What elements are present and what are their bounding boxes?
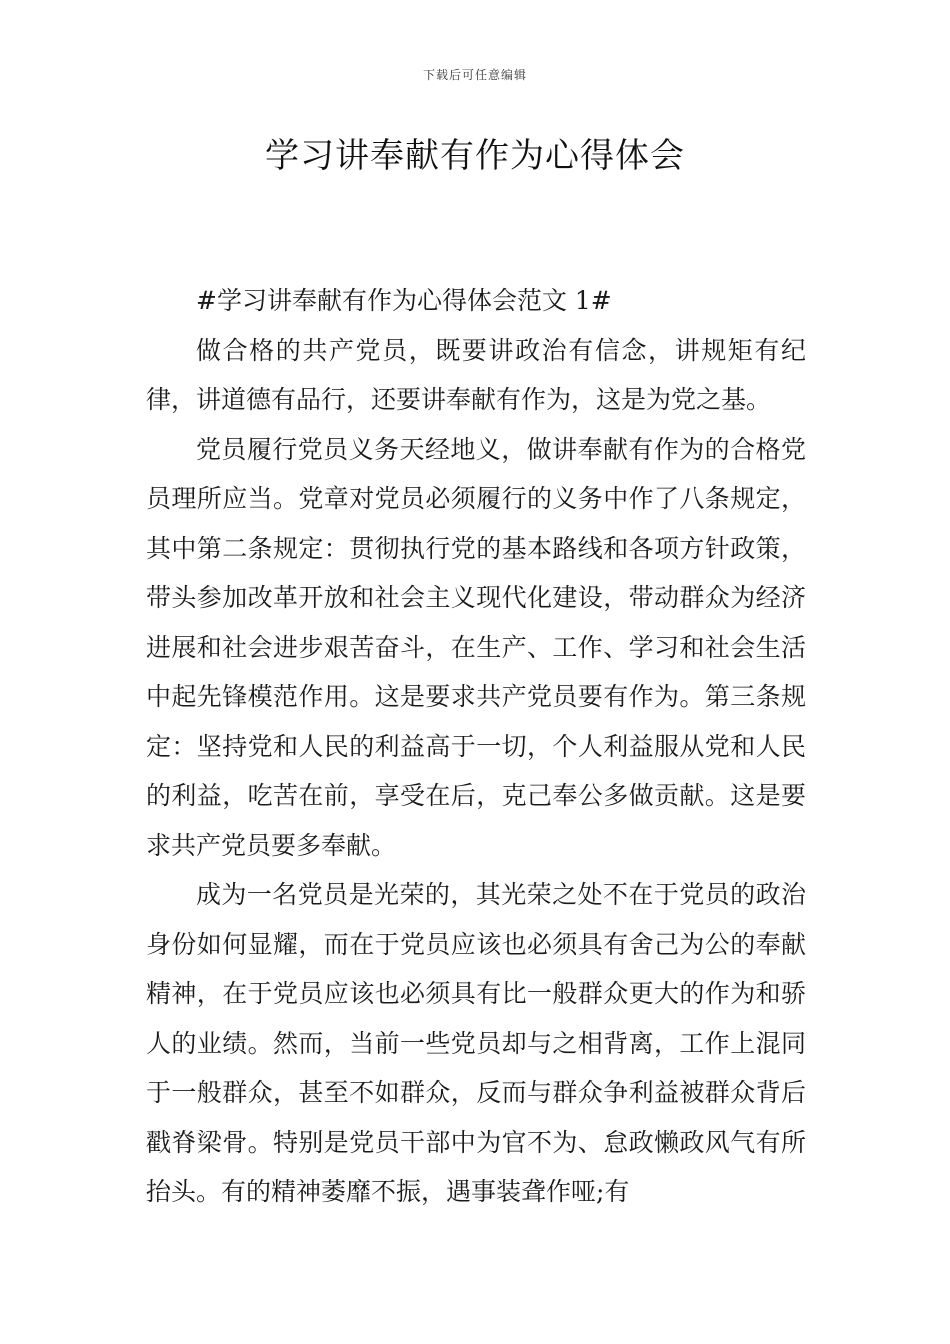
body-paragraph: 做合格的共产党员，既要讲政治有信念，讲规矩有纪律，讲道德有品行，还要讲奉献有作为，这是为党之基。 xyxy=(146,335,806,414)
document-body xyxy=(146,276,806,1217)
document-title: 学习讲奉献有作为心得体会 xyxy=(265,136,685,176)
section-heading: #学习讲奉献有作为心得体会范文 1# xyxy=(196,286,612,315)
page-header-note: 下载后可任意编辑 xyxy=(422,68,527,82)
body-paragraph: 党员履行党员义务天经地义，做讲奉献有作为的合格党员理所应当。党章对党员必须履行的义务中作了八条规定，其中第二条规定：贯彻执行党的基本路线和各项方针政策，带头参加改革开放和社会主义现代化建设，带动群众为经济进展和社会进步艰苦奋斗，在生产、工作、学习和社会生活中起先锋模范作用。这是要求共产党员要有作为。第三条规定：坚持党和人民的利益高于一切，个人利益服从党和人民的利益，吃苦在前，享受在后，克己奉公多做贡献。这是要求共产党员要多奉献。 xyxy=(146,434,806,860)
body-paragraph: 成为一名党员是光荣的，其光荣之处不在于党员的政治身份如何显耀，而在于党员应该也必须具有舍己为公的奉献精神，在于党员应该也必须具有比一般群众更大的作为和骄人的业绩。然而，当前一些党员却与之相背离，工作上混同于一般群众，甚至不如群众，反而与群众争利益被群众背后戳脊梁骨。特别是党员干部中为官不为、怠政懒政风气有所抬头。有的精神萎靡不振，遇事装聋作哑;有 xyxy=(146,880,806,1206)
